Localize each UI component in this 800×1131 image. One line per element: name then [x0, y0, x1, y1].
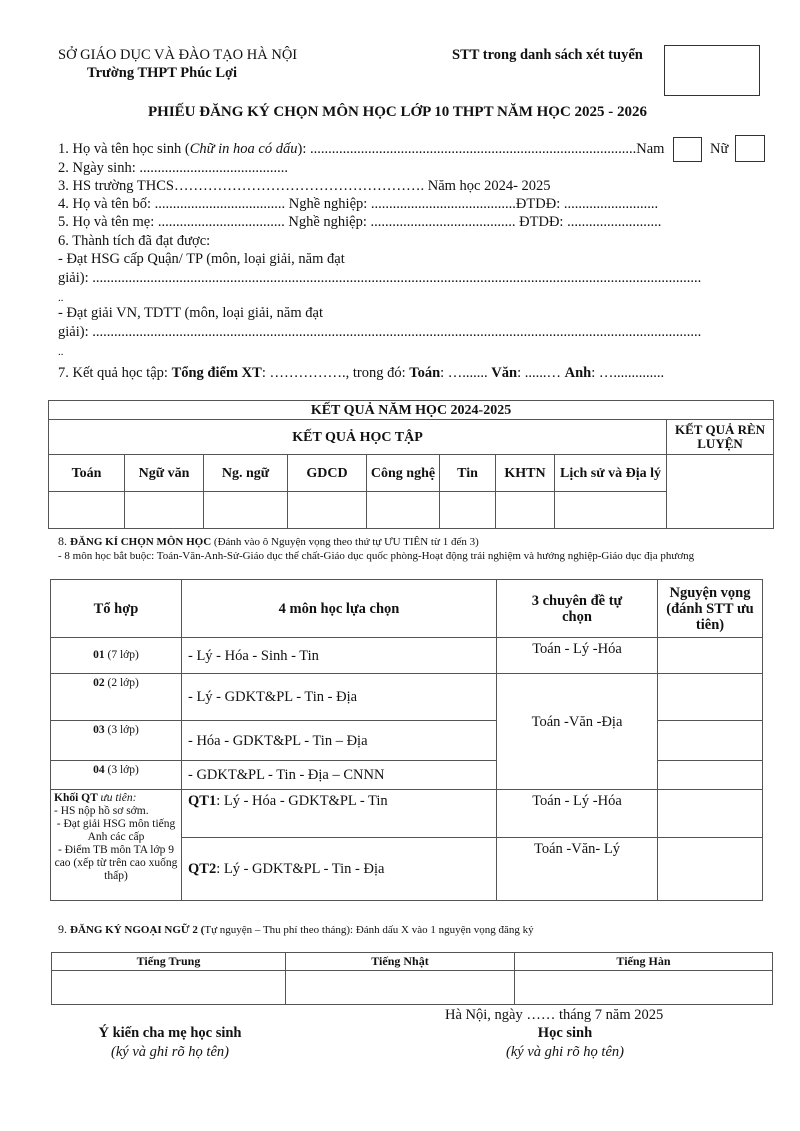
vn-field-cont: ..	[58, 346, 64, 358]
wish-cell[interactable]	[658, 790, 763, 838]
score-cell[interactable]	[204, 492, 288, 529]
qt2-subjects	[182, 838, 497, 901]
dob-field[interactable]: 2. Ngày sinh: .........................................	[58, 160, 288, 176]
combo-subjects: - Lý - Hóa - Sinh - Tin	[182, 638, 497, 674]
foreign-language-table	[51, 952, 773, 1005]
topics-02-04: Toán -Văn -Địa	[497, 674, 658, 790]
section9-heading	[58, 922, 534, 937]
score-cell[interactable]	[440, 492, 496, 529]
score-cell[interactable]	[555, 492, 667, 529]
stt-box[interactable]	[664, 45, 760, 96]
vn-label: - Đạt giải VN, TDTT (môn, loại giải, năm đạt	[58, 305, 323, 321]
department-name: SỞ GIÁO DỤC VÀ ĐÀO TẠO HÀ NỘI	[58, 47, 298, 63]
result-label: 7. Kết quả học tập:	[58, 365, 172, 381]
wish-cell[interactable]	[658, 838, 763, 901]
achievements-label: 6. Thành tích đã đạt được:	[58, 233, 211, 249]
combo-code: 03	[93, 724, 105, 736]
language-choice-cell[interactable]	[515, 971, 773, 1005]
section9-note: Tự nguyện – Thu phí theo tháng): Đánh dấu X vào 1 nguyện vọng đăng ký	[204, 924, 534, 936]
qt-title-note: ưu tiên:	[100, 792, 137, 804]
student-signature-note: (ký và ghi rõ họ tên)	[506, 1044, 624, 1060]
score-cell[interactable]	[367, 492, 440, 529]
wish-cell[interactable]	[658, 674, 763, 721]
total-score-dots: : ……………., trong đó:	[261, 365, 410, 381]
male-checkbox[interactable]	[673, 137, 702, 162]
vn-field[interactable]: giải): ........................................................................................................................................................................	[58, 324, 702, 340]
combo-03	[51, 721, 182, 761]
student-name-field[interactable]	[58, 141, 664, 158]
student-name-label: 1. Họ và tên học sinh (	[58, 141, 190, 157]
father-field[interactable]: 4. Họ và tên bố: .................................... Nghề nghiệp: ........................................ĐTDĐ: ..........................	[58, 196, 659, 212]
col-header-subjects: 4 môn học lựa chọn	[182, 580, 497, 638]
student-name-dots: ): ..........................................................................................Nam	[297, 141, 665, 157]
col-header-topics: 3 chuyên đề tự chọn	[497, 580, 658, 638]
qt1-subject-list: : Lý - Hóa - GDKT&PL - Tin	[216, 793, 388, 809]
stt-label: STT trong danh sách xét tuyển	[452, 47, 643, 63]
combo-classes: (3 lớp)	[107, 764, 139, 776]
section8-title: ĐĂNG KÍ CHỌN MÔN HỌC	[70, 536, 212, 548]
section8-number: 8.	[58, 534, 70, 548]
subject-header: Ng. ngữ	[204, 455, 288, 492]
qt1-subjects	[182, 790, 497, 838]
subject-header: Công nghệ	[367, 455, 440, 492]
score-cell[interactable]	[49, 492, 125, 529]
combo-subjects: - Hóa - GDKT&PL - Tin – Địa	[182, 721, 497, 761]
student-signature-title: Học sinh	[537, 1025, 593, 1041]
section8-note: (Đánh vào ô Nguyện vọng theo thứ tự ƯU TIÊN từ 1 đến 3)	[211, 536, 479, 548]
qt1-label: QT1	[188, 793, 217, 809]
combo-04	[51, 761, 182, 790]
subject-header: Lịch sử và Địa lý	[555, 455, 667, 492]
qt-criterion: - Điểm TB môn TA lớp 9 cao (xếp từ trên cao xuống thấp)	[54, 844, 178, 882]
qt-criterion: - HS nộp hồ sơ sớm.	[54, 805, 149, 817]
topics-qt2: Toán -Văn- Lý	[497, 838, 658, 901]
parent-signature-note: (ký và ghi rõ họ tên)	[111, 1044, 229, 1060]
wish-cell[interactable]	[658, 721, 763, 761]
page-title: PHIẾU ĐĂNG KÝ CHỌN MÔN HỌC LỚP 10 THPT NĂM HỌC 2025 - 2026	[148, 104, 648, 120]
section8-heading	[58, 534, 479, 549]
col-header-wish: Nguyện vọng (đánh STT ưu tiên)	[658, 580, 763, 638]
language-header: Tiếng Hàn	[515, 953, 773, 971]
subject-header: GDCD	[288, 455, 367, 492]
subject-header: Ngữ văn	[125, 455, 204, 492]
female-checkbox[interactable]	[735, 135, 765, 162]
combo-classes: (2 lớp)	[107, 677, 139, 689]
combo-classes: (3 lớp)	[107, 724, 139, 736]
literature-dots: : ......…	[517, 365, 565, 381]
academic-header: KẾT QUẢ HỌC TẬP	[49, 420, 667, 455]
math-dots: : ….......	[440, 365, 492, 381]
language-header: Tiếng Nhật	[286, 953, 515, 971]
combo-classes: (7 lớp)	[107, 649, 139, 661]
qt2-label: QT2	[188, 861, 217, 877]
qt-criterion: - Đạt giải HSG môn tiếng Anh các cấp	[56, 818, 176, 843]
conduct-cell[interactable]	[667, 455, 774, 529]
english-dots: : …..............	[591, 365, 665, 381]
results-table	[48, 400, 774, 529]
score-cell[interactable]	[496, 492, 555, 529]
mandatory-subjects: - 8 môn học bắt buộc: Toán-Văn-Anh-Sử-Giáo dục thể chất-Giáo dục quốc phòng-Hoạt động trải nghiệm và hướng nghiệp-Giáo dục địa phương	[58, 550, 695, 562]
subject-header: Toán	[49, 455, 125, 492]
combo-02	[51, 674, 182, 721]
hsg-field-cont: ..	[58, 292, 64, 304]
literature-label: Văn	[491, 365, 518, 381]
wish-cell[interactable]	[658, 761, 763, 790]
qt2-subject-list: : Lý - GDKT&PL - Tin - Địa	[216, 861, 385, 877]
combo-01	[51, 638, 182, 674]
combo-subjects: - Lý - GDKT&PL - Tin - Địa	[182, 674, 497, 721]
subject-selection-table	[50, 579, 763, 901]
conduct-header: KẾT QUẢ RÈN LUYỆN	[667, 420, 774, 455]
qt-block-criteria	[51, 790, 182, 901]
results-table-title: KẾT QUẢ NĂM HỌC 2024-2025	[49, 401, 774, 420]
hsg-label: - Đạt HSG cấp Quận/ TP (môn, loại giải, năm đạt	[58, 251, 345, 267]
total-score-label: Tổng điểm XT	[171, 365, 262, 381]
score-cell[interactable]	[125, 492, 204, 529]
subject-header: KHTN	[496, 455, 555, 492]
combo-code: 01	[93, 649, 105, 661]
qt-title: Khối QT	[54, 792, 101, 804]
academic-result-field[interactable]	[58, 365, 664, 382]
topics-01: Toán - Lý -Hóa	[497, 638, 658, 674]
section9-number: 9.	[58, 922, 70, 936]
math-label: Toán	[409, 365, 441, 381]
subject-header: Tin	[440, 455, 496, 492]
school-name: Trường THPT Phúc Lợi	[87, 65, 238, 81]
hsg-field[interactable]: giải): ........................................................................................................................................................................	[58, 270, 702, 286]
female-label: Nữ	[710, 141, 729, 157]
english-label: Anh	[564, 365, 592, 381]
wish-cell[interactable]	[658, 638, 763, 674]
combo-code: 02	[93, 677, 105, 689]
language-choice-cell[interactable]	[52, 971, 286, 1005]
col-header-combo: Tổ hợp	[51, 580, 182, 638]
topics-qt1: Toán - Lý -Hóa	[497, 790, 658, 838]
combo-code: 04	[93, 764, 105, 776]
parent-signature-title: Ý kiến cha mẹ học sinh	[98, 1025, 242, 1041]
mother-field[interactable]: 5. Họ và tên mẹ: ................................... Nghề nghiệp: ........................................ ĐTDĐ: ..........................	[58, 214, 662, 230]
section9-title: ĐĂNG KÝ NGOẠI NGỮ 2 (	[70, 924, 205, 936]
language-choice-cell[interactable]	[286, 971, 515, 1005]
thcs-school-field[interactable]: 3. HS trường THCS……………………………………………. Năm học 2024- 2025	[58, 178, 551, 194]
date-line: Hà Nội, ngày …… tháng 7 năm 2025	[445, 1007, 664, 1023]
score-cell[interactable]	[288, 492, 367, 529]
language-header: Tiếng Trung	[52, 953, 286, 971]
student-name-hint: Chữ in hoa có dấu	[189, 141, 298, 157]
combo-subjects: - GDKT&PL - Tin - Địa – CNNN	[182, 761, 497, 790]
